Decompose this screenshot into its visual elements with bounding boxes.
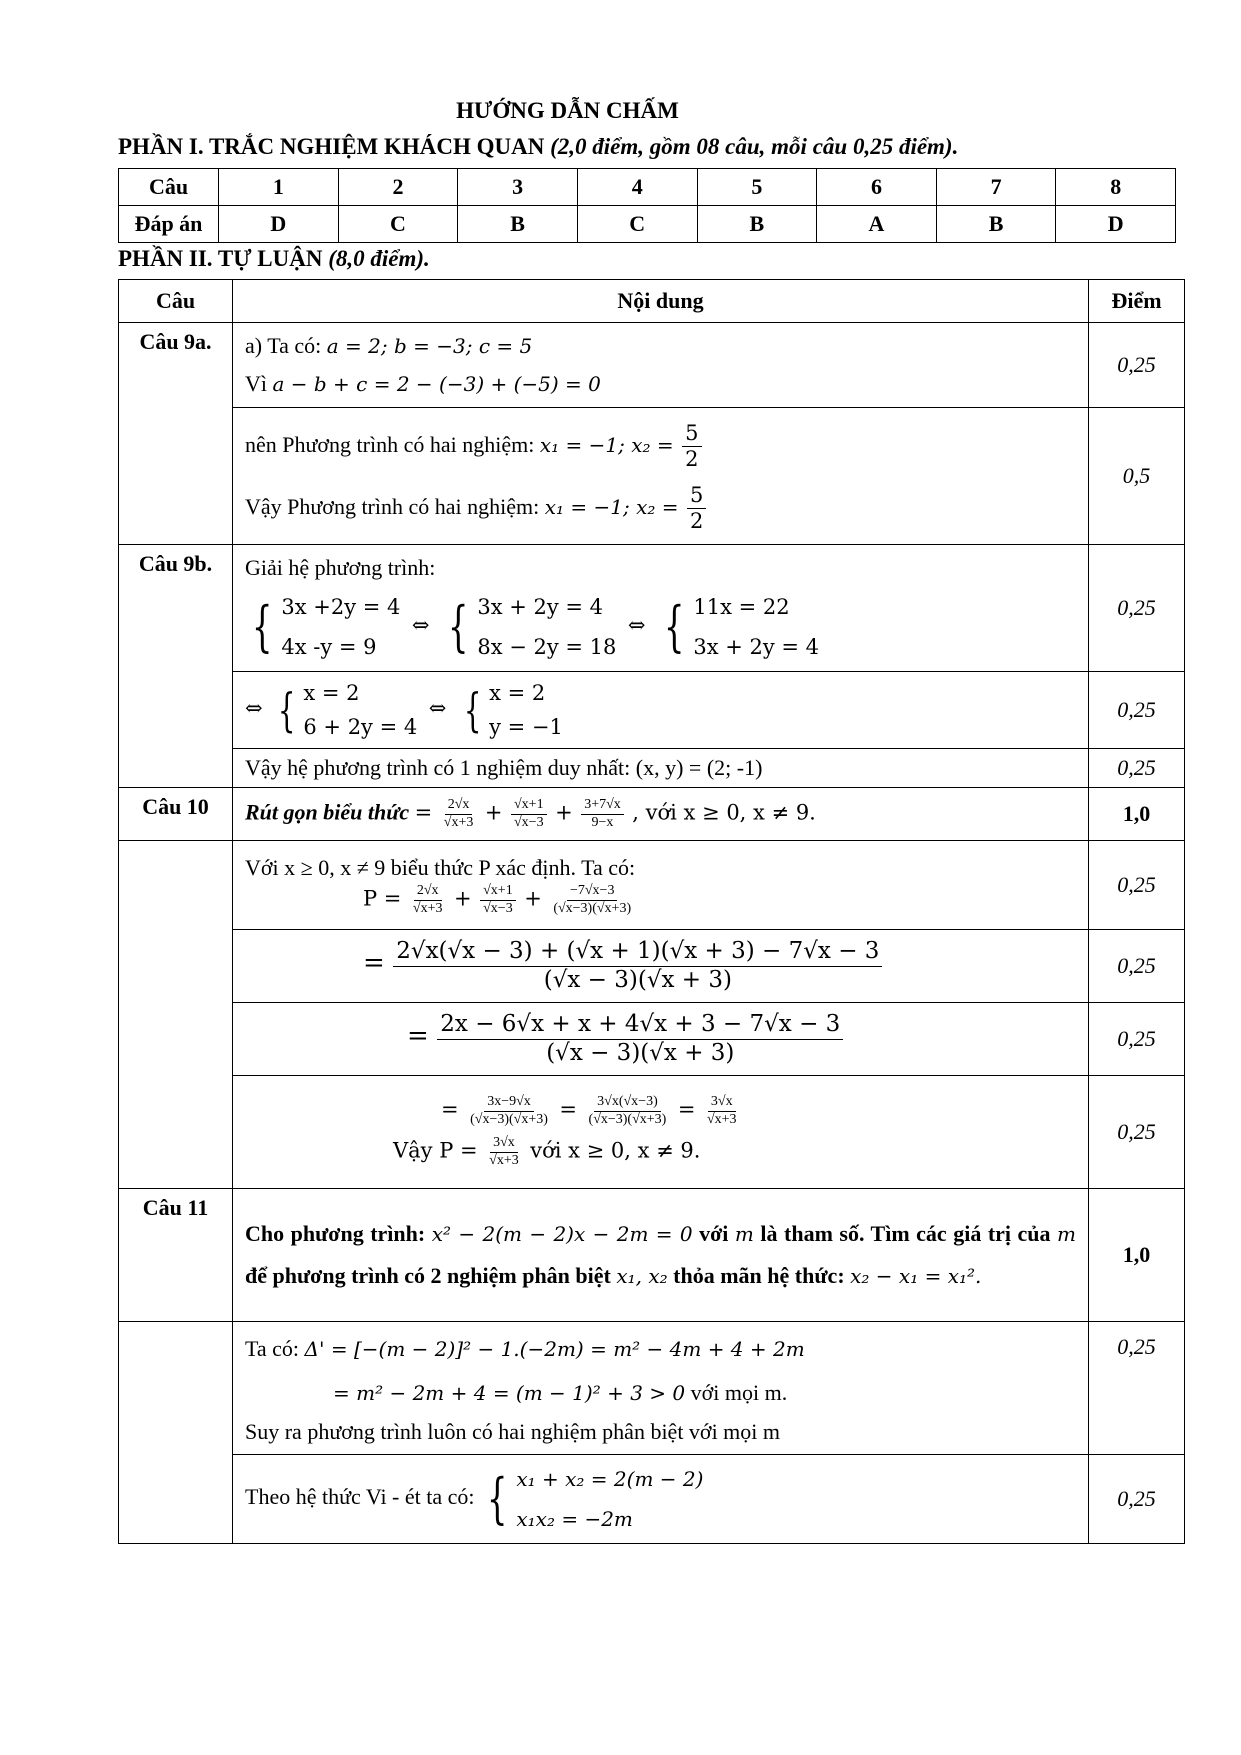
fraction: $\frac{2√x(√x - 3) + (√x + 1)(√x + 3) - 7√x - 3}{(√x - 3)(√x + 3)}$ bbox=[393, 938, 882, 994]
q10-score-2: 0,25 bbox=[1089, 930, 1185, 1003]
q10-score-3: 0,25 bbox=[1089, 1003, 1185, 1076]
header-score: Điểm bbox=[1089, 280, 1185, 323]
p-label: P = bbox=[363, 886, 402, 911]
fraction: $\frac{5}{2}$ bbox=[687, 483, 706, 534]
q11-row-1 bbox=[119, 1322, 1185, 1455]
fraction: $\frac{√x+1}{√x-3}$ bbox=[511, 797, 547, 832]
part2-heading-text: PHẦN II. TỰ LUẬN bbox=[118, 246, 323, 271]
q9b-content-2 bbox=[233, 672, 1089, 749]
equation-system: { x = 2 6 + 2y = 4 bbox=[277, 681, 418, 739]
equivalence-symbol: ⇔ bbox=[627, 613, 646, 638]
q9a-score-2: 0,5 bbox=[1089, 408, 1185, 545]
q9a-l2-math: a − b + c = 2 − (−3) + (−5) = 0 bbox=[272, 372, 601, 396]
equivalence-symbol: ⇔ bbox=[411, 613, 430, 638]
q9b-content-3: Vậy hệ phương trình có 1 nghiệm duy nhất: (x, y) = (2; -1) bbox=[233, 749, 1089, 788]
question-number: 3 bbox=[458, 169, 578, 206]
answer-key-table bbox=[118, 168, 1176, 243]
answer-cell: B bbox=[697, 206, 817, 243]
fraction: $\frac{2√x}{√x+3}$ bbox=[412, 882, 443, 916]
answer-cell: D bbox=[1056, 206, 1176, 243]
question-number: 5 bbox=[697, 169, 817, 206]
fraction: $\frac{3x-9√x}{(√x-3)(√x+3)}$ bbox=[470, 1094, 548, 1128]
q9a-content-1 bbox=[233, 323, 1089, 408]
q11-row-2 bbox=[119, 1455, 1185, 1544]
q9b-row-2 bbox=[119, 672, 1185, 749]
question-number: 4 bbox=[577, 169, 697, 206]
q10-s5-text: Vậy P = bbox=[393, 1138, 478, 1163]
question-number: 6 bbox=[817, 169, 937, 206]
page-title: HƯỚNG DẪN CHẤM bbox=[456, 98, 679, 123]
q10-row-1 bbox=[119, 841, 1185, 930]
part1-heading-text: PHẦN I. TRẮC NGHIỆM KHÁCH QUAN bbox=[118, 134, 545, 159]
q10-row-title bbox=[119, 788, 1185, 841]
q9a-l1-math: a = 2; b = −3; c = 5 bbox=[326, 334, 533, 358]
answer-cell: B bbox=[936, 206, 1056, 243]
fraction: $\frac{2√x}{√x+3}$ bbox=[443, 796, 474, 830]
q10-row-4 bbox=[119, 1076, 1185, 1189]
answer-key-answer-row bbox=[119, 206, 1176, 243]
q10-step-3: = $\frac{2x - 6√x + x + 4√x + 3 - 7√x - 3}{(√x - 3)(√x + 3)}$ bbox=[233, 1003, 1089, 1076]
q11-label: Câu 11 bbox=[119, 1189, 233, 1322]
part1-note: (2,0 điểm, gồm 08 câu, mỗi câu 0,25 điểm). bbox=[550, 134, 959, 159]
q10-row-2 bbox=[119, 930, 1185, 1003]
answer-cell: A bbox=[817, 206, 937, 243]
q9b-label: Câu 9b. bbox=[119, 545, 233, 788]
answer-cell: C bbox=[338, 206, 458, 243]
fraction: $\frac{3√x}{√x+3}$ bbox=[706, 1094, 737, 1128]
equals-sign: = bbox=[414, 800, 433, 825]
q10-s5-cond: với x ≥ 0, x ≠ 9. bbox=[530, 1138, 701, 1163]
equation-system: { 11x = 22 3x + 2y = 4 bbox=[663, 595, 820, 659]
q9a-label: Câu 9a. bbox=[119, 323, 233, 545]
q10-title: Rút gọn biểu thức bbox=[245, 799, 410, 825]
q11-title-content: Cho phương trình: x² − 2(m − 2)x − 2m = 0 với m là tham số. Tìm các giá trị của m để phương trình có 2 nghiệm phân biệt x₁, x₂ thỏa mãn hệ thức: x₂ − x₁ = x₁². bbox=[233, 1189, 1089, 1322]
header-question: Câu bbox=[119, 280, 233, 323]
row-label-answer: Đáp án bbox=[119, 206, 219, 243]
question-number: 8 bbox=[1056, 169, 1176, 206]
fraction: $\frac{√x+1}{√x-3}$ bbox=[480, 883, 516, 918]
q9a-l3-math: x₁ = −1; x₂ = bbox=[539, 433, 674, 457]
answer-cell: C bbox=[577, 206, 697, 243]
grading-table-header bbox=[119, 280, 1185, 323]
fraction: $\frac{3√x}{√x+3}$ bbox=[489, 1135, 519, 1168]
q11-score-2: 0,25 bbox=[1089, 1455, 1185, 1544]
part1-heading bbox=[118, 134, 958, 160]
q11-step-2 bbox=[233, 1455, 1089, 1544]
fraction: $\frac{-7√x-3}{(√x-3)(√x+3)}$ bbox=[553, 882, 632, 916]
q9a-content-2 bbox=[233, 408, 1089, 545]
fraction: $\frac{3+7√x}{9-x}$ bbox=[581, 797, 624, 832]
fraction: $\frac{5}{2}$ bbox=[682, 421, 701, 472]
q11-s1-math: Δ' = [−(m − 2)]² − 1.(−2m) = m² − 4m + 4 + 2m bbox=[304, 1337, 805, 1361]
row-label-question: Câu bbox=[119, 169, 219, 206]
q9a-row-2 bbox=[119, 408, 1185, 545]
q9b-content-1 bbox=[233, 545, 1089, 672]
part2-note: (8,0 điểm). bbox=[328, 246, 430, 271]
q10-step-1: Với x ≥ 0, x ≠ 9 biểu thức P xác định. Ta có: P = $\frac{2√x}{√x+3}$ + $\frac{√x+1}{√x-3}$ + $\frac{-7√x-3}{(√x-3)(√x+3)}$ bbox=[233, 841, 1089, 930]
q11-score-total: 1,0 bbox=[1089, 1189, 1185, 1322]
q9a-l3-text: nên Phương trình có hai nghiệm: bbox=[245, 432, 535, 457]
equation-system: { 3x + 2y = 4 8x − 2y = 18 bbox=[447, 595, 617, 659]
part2-heading bbox=[118, 246, 430, 272]
q11-s3-text: Suy ra phương trình luôn có hai nghiệm phân biệt với mọi m bbox=[245, 1419, 781, 1444]
q10-score-1: 0,25 bbox=[1089, 841, 1185, 930]
header-content: Nội dung bbox=[233, 280, 1089, 323]
q9b-score-1: 0,25 bbox=[1089, 545, 1185, 672]
q9b-l1-text: Giải hệ phương trình: bbox=[245, 555, 436, 580]
q9a-l4-math: x₁ = −1; x₂ = bbox=[544, 495, 679, 519]
answer-cell: B bbox=[458, 206, 578, 243]
q9b-score-3: 0,25 bbox=[1089, 749, 1185, 788]
equivalence-symbol: ⇔ bbox=[245, 696, 263, 721]
q9a-row-1 bbox=[119, 323, 1185, 408]
q11-s1-text: Ta có: bbox=[245, 1336, 300, 1361]
q10-step-2: = $\frac{2√x(√x - 3) + (√x + 1)(√x + 3) - 7√x - 3}{(√x - 3)(√x + 3)}$ bbox=[233, 930, 1089, 1003]
q10-s1-text: Với x ≥ 0, x ≠ 9 biểu thức P xác định. Ta có: bbox=[245, 854, 636, 880]
question-number: 1 bbox=[219, 169, 339, 206]
q10-label: Câu 10 bbox=[119, 788, 233, 841]
q10-row-3 bbox=[119, 1003, 1185, 1076]
q10-step-4: = $\frac{3x-9√x}{(√x-3)(√x+3)}$ = $\frac{3√x(√x-3)}{(√x-3)(√x+3)}$ = $\frac{3√x}{√x+3}$ Vậy P = $\frac{3√x}{√x+3}$ với x ≥ 0, x ≠ 9. bbox=[233, 1076, 1089, 1189]
q9b-score-2: 0,25 bbox=[1089, 672, 1185, 749]
equation-system: { x = 2 y = −1 bbox=[463, 681, 563, 739]
question-number: 2 bbox=[338, 169, 458, 206]
q9b-row-1 bbox=[119, 545, 1185, 672]
q9a-l2-text: Vì bbox=[245, 371, 267, 396]
q9a-l4-text: Vậy Phương trình có hai nghiệm: bbox=[245, 494, 540, 519]
question-number: 7 bbox=[936, 169, 1056, 206]
q10-empty-cell bbox=[119, 841, 233, 1189]
q11-s4-text: Theo hệ thức Vi - ét ta có: bbox=[245, 1484, 475, 1510]
answer-cell: D bbox=[219, 206, 339, 243]
q9a-l1-text: a) Ta có: bbox=[245, 333, 322, 358]
q9a-score-1: 0,25 bbox=[1089, 323, 1185, 408]
grading-table bbox=[118, 279, 1185, 1544]
fraction: $\frac{2x - 6√x + x + 4√x + 3 - 7√x - 3}{(√x - 3)(√x + 3)}$ bbox=[437, 1011, 843, 1067]
answer-key-question-row bbox=[119, 169, 1176, 206]
q10-score-total: 1,0 bbox=[1089, 788, 1185, 841]
fraction: $\frac{3√x(√x-3)}{(√x-3)(√x+3)}$ bbox=[588, 1094, 667, 1128]
equation-system: { x₁ + x₂ = 2(m − 2) x₁x₂ = −2m bbox=[486, 1467, 704, 1531]
q11-empty-cell bbox=[119, 1322, 233, 1544]
q10-condition: , với x ≥ 0, x ≠ 9. bbox=[632, 800, 816, 825]
q11-score-1: 0,25 bbox=[1089, 1322, 1185, 1455]
q10-score-4: 0,25 bbox=[1089, 1076, 1185, 1189]
equivalence-symbol: ⇔ bbox=[428, 696, 447, 721]
q11-s2-math: = m² − 2m + 4 = (m − 1)² + 3 > 0 bbox=[333, 1381, 686, 1405]
equation-system: { 3x +2y = 4 4x -y = 9 bbox=[251, 595, 401, 659]
q11-row-title bbox=[119, 1189, 1185, 1322]
q9b-row-3 bbox=[119, 749, 1185, 788]
q10-title-content: Rút gọn biểu thức = $\frac{2√x}{√x+3}$ + $\frac{√x+1}{√x-3}$ + $\frac{3+7√x}{9-x}$ , với x ≥ 0, x ≠ 9. bbox=[233, 788, 1089, 841]
q11-step-1 bbox=[233, 1322, 1089, 1455]
q11-s2-text: với mọi m. bbox=[690, 1380, 788, 1405]
